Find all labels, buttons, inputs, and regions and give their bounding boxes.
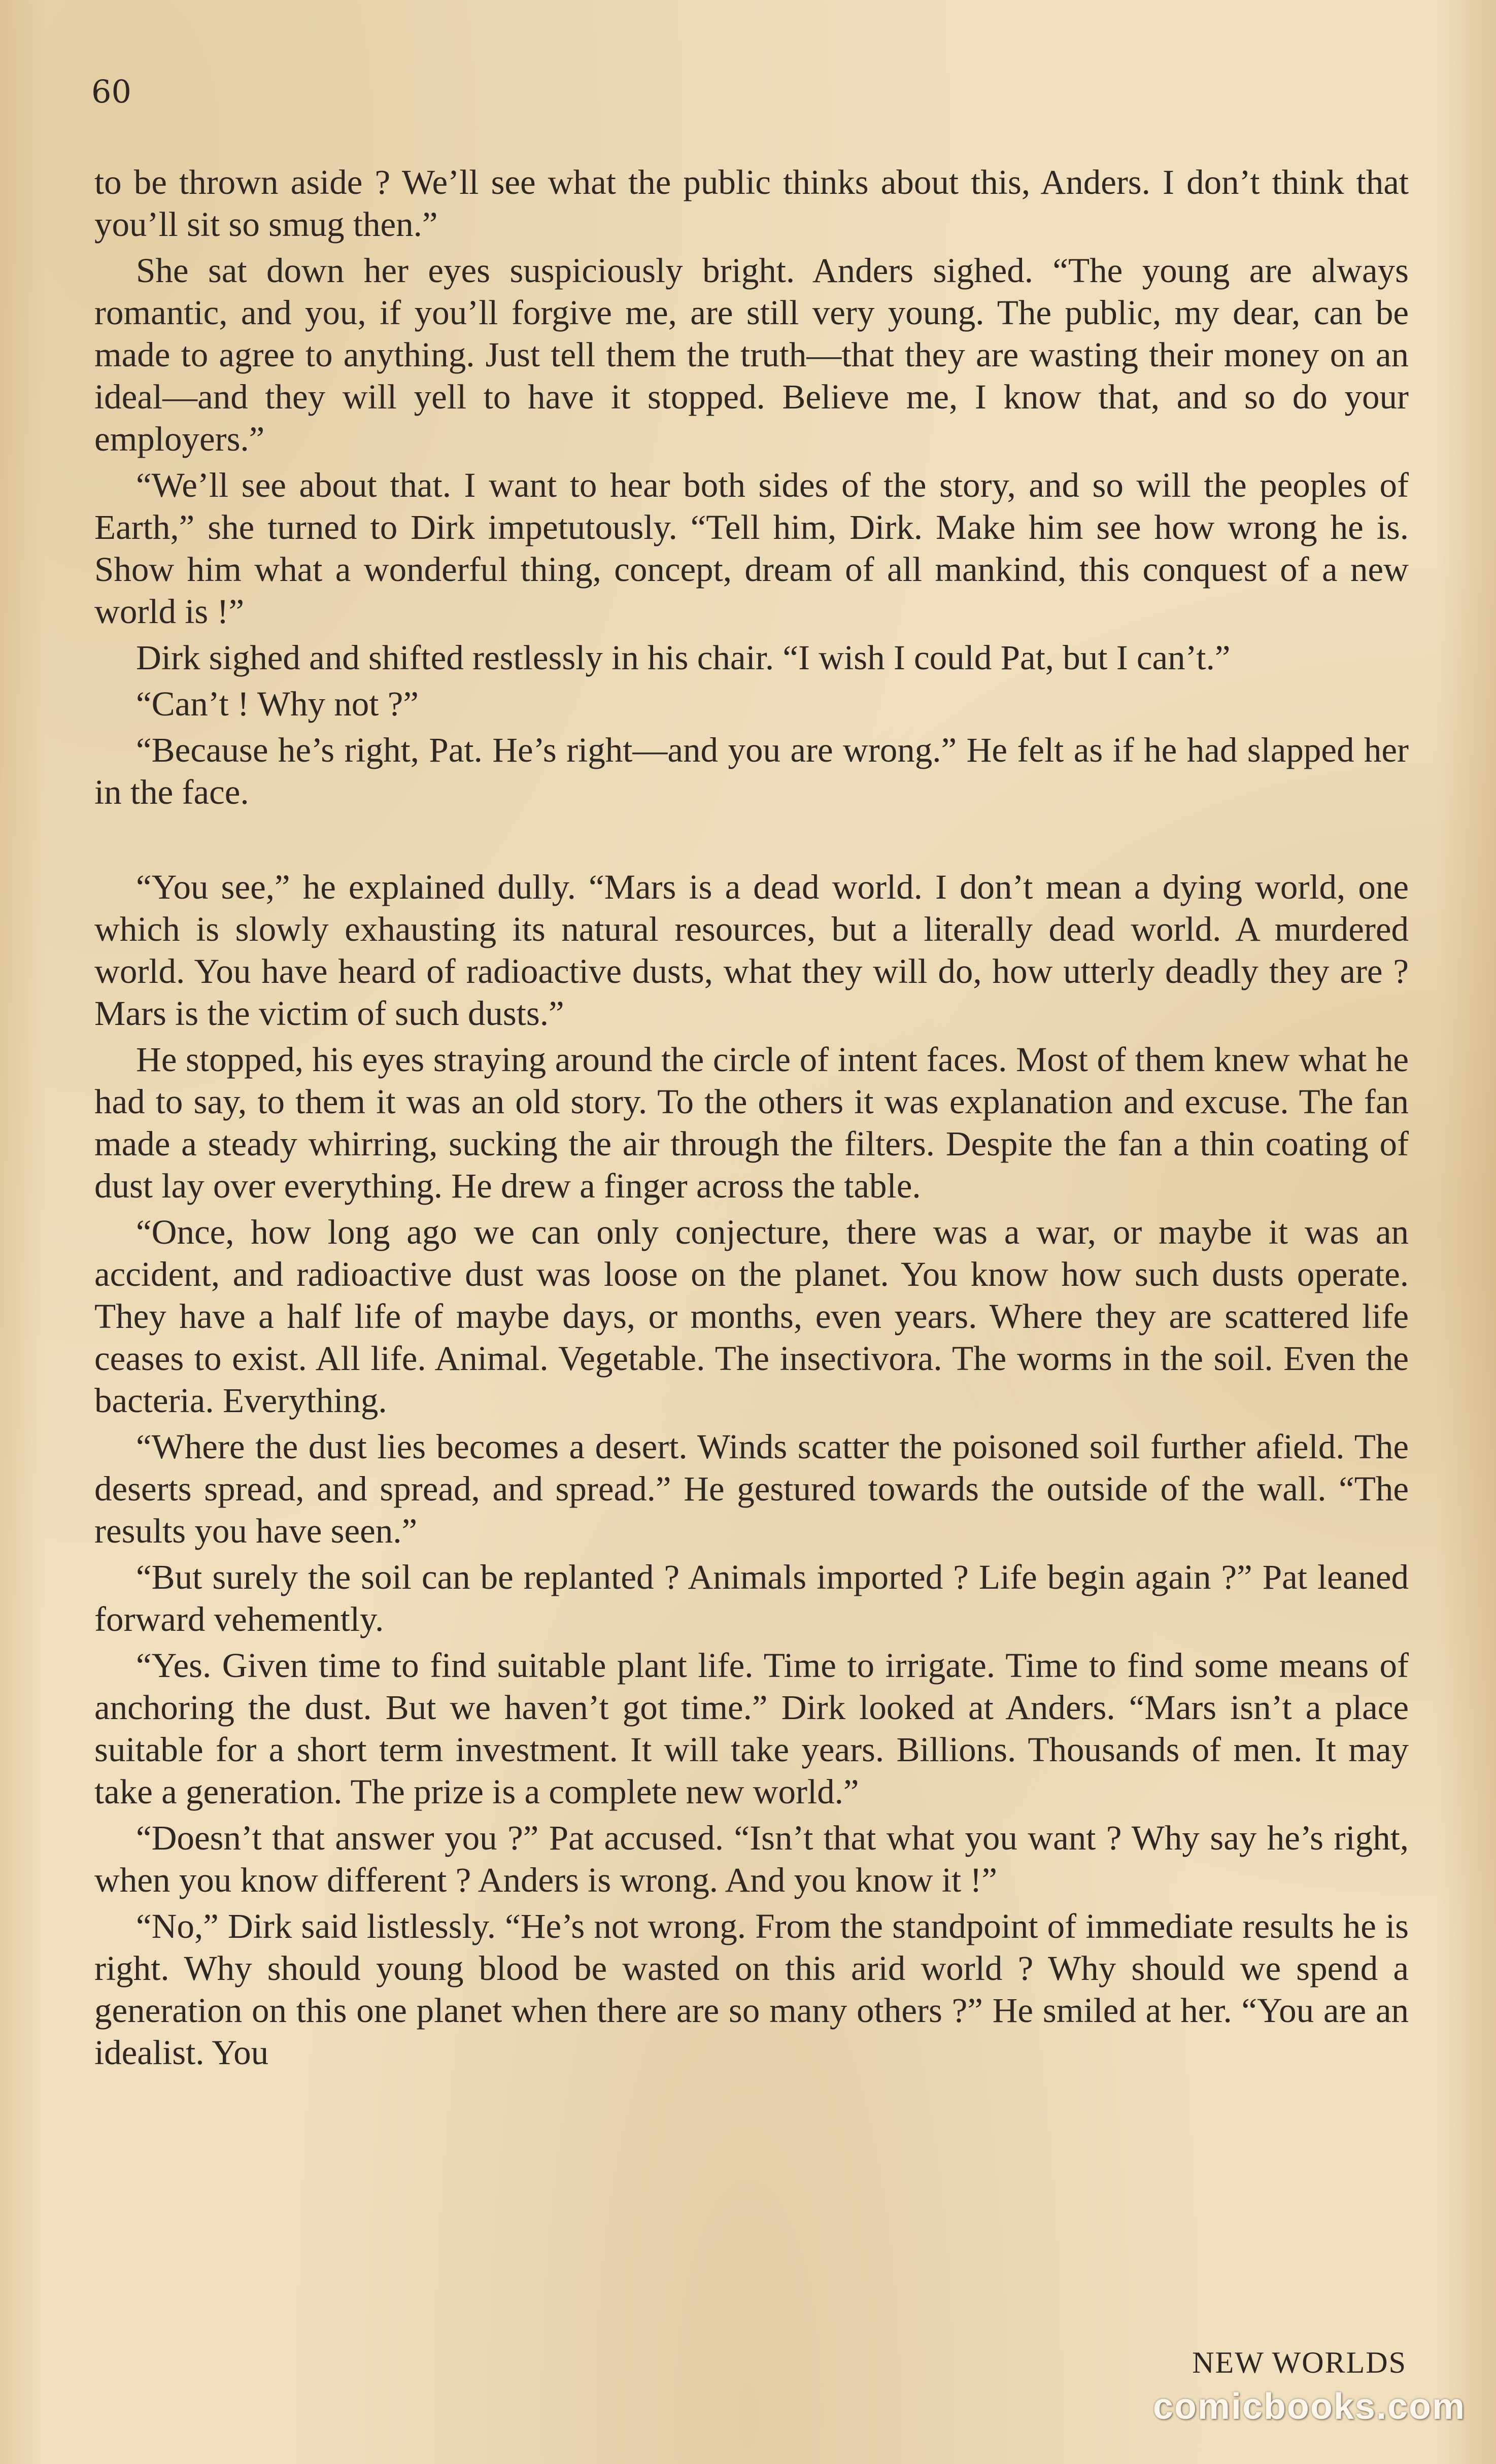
paragraph: “Once, how long ago we can only conjecture, there was a war, or maybe it was an accident, and radioactive dust was loose on the planet. You know how such dusts operate. They have a half life of maybe days, or months, even years. Where they are scattered life ceases to exist. All life. Animal. Vegetable. The insectivora. The worms in the soil. Even the bacteria. Everything. <box>94 1213 1409 1420</box>
paragraph: “We’ll see about that. I want to hear both sides of the story, and so will the peoples of Earth,” she turned to Dirk impetutously. “Tell him, Dirk. Make him see how wrong he is. Show him what a wonderful thing, concept, dream of all mankind, this conquest of a new world is !” <box>94 466 1409 631</box>
paragraph: “Doesn’t that answer you ?” Pat accused. “Isn’t that what you want ? Why say he’s right, when you know different ? Anders is wrong. And you know it !” <box>94 1819 1409 1899</box>
site-watermark: comicbooks.com <box>1152 2386 1466 2427</box>
paragraph: “No,” Dirk said listlessly. “He’s not wrong. From the standpoint of immediate results he is right. Why should young blood be wasted on this arid world ? Why should we spend a generation on this one planet when there are so many others ?” He smiled at her. “You are an idealist. You <box>94 1907 1409 2072</box>
paragraph: “Yes. Given time to find suitable plant life. Time to irrigate. Time to find some means of anchoring the dust. But we haven’t got time.” Dirk looked at Anders. “Mars isn’t a place suitable for a short term investment. It will take years. Billions. Thousands of men. It may take a generation. The prize is a complete new world.” <box>94 1646 1409 1811</box>
paragraph: “Where the dust lies becomes a desert. Winds scatter the poisoned soil further afield. The deserts spread, and spread, and spread.” He gestured towards the outside of the wall. “The results you have seen.” <box>94 1427 1409 1550</box>
paragraph: “Because he’s right, Pat. He’s right—and you are wrong.” He felt as if he had slapped her in the face. <box>94 731 1409 811</box>
page-number: 60 <box>91 73 131 110</box>
paragraph: “You see,” he explained dully. “Mars is a dead world. I don’t mean a dying world, one which is slowly exhausting its natural resources, but a literally dead world. A murdered world. You have heard of radioactive dusts, what they will do, how utterly deadly they are ? Mars is the victim of such dusts.” <box>94 868 1409 1033</box>
paragraph: She sat down her eyes suspiciously bright. Anders sighed. “The young are always romantic, and you, if you’ll forgive me, are still very young. The public, my dear, can be made to agree to anything. Just tell them the truth—that they are wasting their money on an ideal—and they will yell to have it stopped. Believe me, I know that, and so do your employers.” <box>94 251 1409 458</box>
paragraph: Dirk sighed and shifted restlessly in his chair. “I wish I could Pat, but I can’t.” <box>136 638 1231 677</box>
magazine-title-footer: NEW WORLDS <box>1192 2346 1407 2379</box>
paragraph: He stopped, his eyes straying around the circle of intent faces. Most of them knew what he had to say, to them it was an old story. To the others it was explanation and excuse. The fan made a steady whirring, sucking the air through the filters. Despite the fan a thin coating of dust lay over everything. He drew a finger across the table. <box>94 1040 1409 1205</box>
section-break <box>94 817 1409 866</box>
story-text <box>94 161 1409 2078</box>
paragraph: “But surely the soil can be replanted ? Animals imported ? Life begin again ?” Pat leaned forward vehemently. <box>94 1558 1409 1638</box>
paragraph: to be thrown aside ? We’ll see what the public thinks about this, Anders. I don’t think that you’ll sit so smug then.” <box>94 163 1409 244</box>
paragraph: “Can’t ! Why not ?” <box>136 685 419 723</box>
